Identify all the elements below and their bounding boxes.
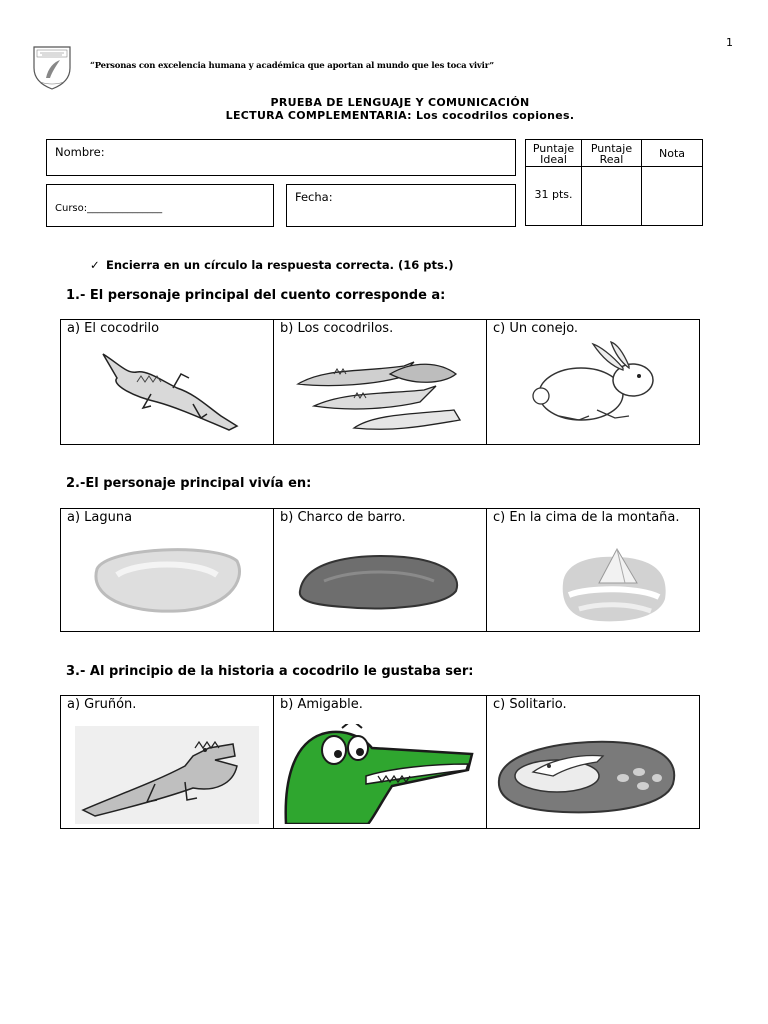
crocodiles-group-illustration xyxy=(294,344,464,434)
course-label: Curso:_______________ xyxy=(55,203,163,214)
option-3c[interactable] xyxy=(487,696,700,829)
instruction xyxy=(90,258,453,272)
checkmark-icon: ✓ xyxy=(90,258,100,272)
lagoon-illustration xyxy=(87,539,247,619)
grumpy-crocodile-illustration xyxy=(75,726,259,824)
option-2b[interactable] xyxy=(274,509,487,632)
ideal-score-header: Puntaje Ideal xyxy=(526,140,582,167)
option-label: b) Amigable. xyxy=(280,697,363,712)
option-3b[interactable] xyxy=(274,696,487,829)
question-1: 1.- El personaje principal del cuento corresponde a: xyxy=(66,288,446,303)
grade-header: Nota xyxy=(642,140,702,167)
ideal-score-value: 31 pts. xyxy=(526,167,582,225)
option-1b[interactable] xyxy=(274,320,487,445)
option-label: b) Charco de barro. xyxy=(280,510,406,525)
school-motto: “Personas con excelencia humana y académica que aportan al mundo que les toca vivir” xyxy=(90,61,494,71)
option-1c[interactable] xyxy=(487,320,700,445)
real-score-header: Puntaje Real xyxy=(582,140,642,167)
option-label: c) En la cima de la montaña. xyxy=(493,510,680,525)
name-field[interactable] xyxy=(46,139,516,176)
option-label: a) Gruñón. xyxy=(67,697,137,712)
crocodile-illustration xyxy=(97,344,247,434)
question-2-options xyxy=(60,508,700,632)
exam-subtitle: LECTURA COMPLEMENTARIA: Los cocodrilos copiones. xyxy=(225,109,575,122)
solitary-crocodile-illustration xyxy=(493,732,679,816)
course-field[interactable] xyxy=(46,184,274,227)
option-1a[interactable] xyxy=(61,320,274,445)
school-crest-logo xyxy=(32,44,72,90)
option-label: c) Un conejo. xyxy=(493,321,579,336)
question-3-options xyxy=(60,695,700,829)
page-number: 1 xyxy=(726,36,733,49)
date-field[interactable] xyxy=(286,184,516,227)
question-1-options xyxy=(60,319,700,445)
question-3: 3.- Al principio de la historia a cocodrilo le gustaba ser: xyxy=(66,664,474,679)
date-label: Fecha: xyxy=(295,190,333,204)
option-label: c) Solitario. xyxy=(493,697,567,712)
option-3a[interactable] xyxy=(61,696,274,829)
mud-puddle-illustration xyxy=(294,545,464,615)
instruction-text: Encierra en un círculo la respuesta correcta. (16 pts.) xyxy=(106,258,454,272)
mountain-illustration xyxy=(559,543,669,623)
option-label: a) Laguna xyxy=(67,510,133,525)
option-label: b) Los cocodrilos. xyxy=(280,321,394,336)
option-2c[interactable] xyxy=(487,509,700,632)
score-table xyxy=(525,139,703,226)
rabbit-illustration xyxy=(519,340,669,430)
exam-title: PRUEBA DE LENGUAJE Y COMUNICACIÓN xyxy=(270,96,530,109)
friendly-crocodile-illustration xyxy=(282,724,482,824)
option-label: a) El cocodrilo xyxy=(67,321,160,336)
name-label: Nombre: xyxy=(55,145,105,159)
real-score-cell[interactable] xyxy=(582,167,642,225)
option-2a[interactable] xyxy=(61,509,274,632)
question-2: 2.-El personaje principal vivía en: xyxy=(66,476,312,491)
grade-cell[interactable] xyxy=(642,167,702,225)
